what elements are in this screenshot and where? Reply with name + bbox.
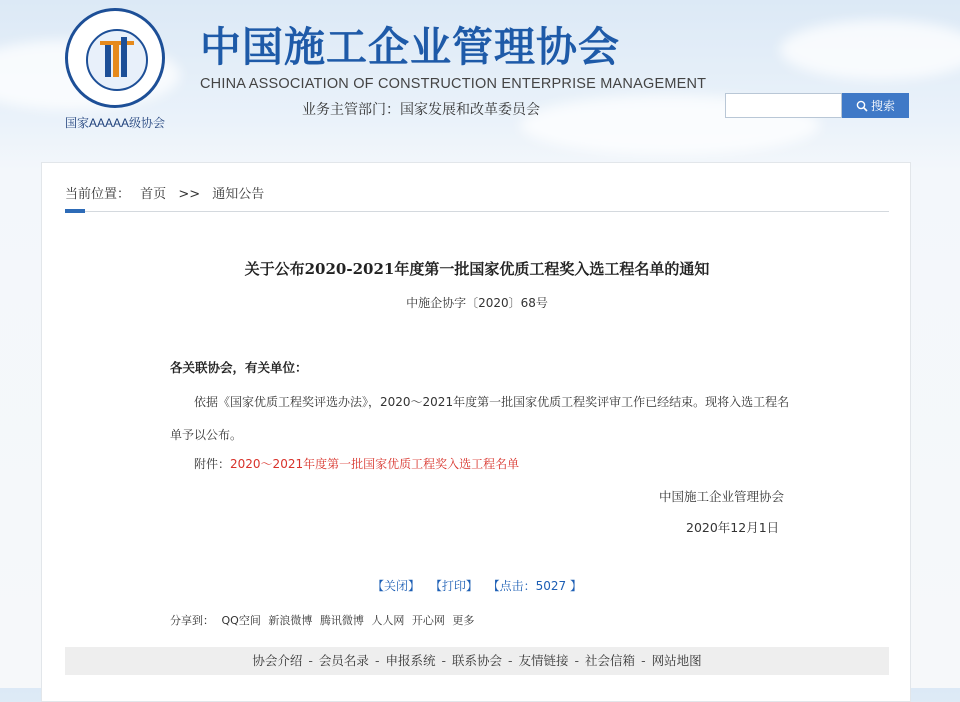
breadcrumb-prefix: 当前位置： bbox=[65, 187, 131, 202]
search-icon bbox=[856, 100, 868, 112]
logo-caption: 国家AAAAA级协会 bbox=[64, 116, 166, 130]
share-qzone-link[interactable]: QQ空间 bbox=[221, 614, 261, 627]
footer-nav: 协会介绍 - 会员名录 - 申报系统 - 联系协会 - 友情链接 - 社会信箱 - 网站地图 bbox=[65, 647, 889, 675]
content-panel bbox=[41, 162, 911, 702]
footer-link-declaration[interactable]: 申报系统 bbox=[385, 653, 436, 668]
attachment-label: 附件： bbox=[194, 457, 231, 471]
attachment-link[interactable]: 2020～2021年度第一批国家优质工程奖入选工程名单 bbox=[230, 457, 520, 471]
click-count: 【点击：5027 】 bbox=[487, 579, 583, 593]
footer-link-mailbox[interactable]: 社会信箱 bbox=[585, 653, 636, 668]
footer-link-about[interactable]: 协会介绍 bbox=[252, 653, 303, 668]
print-link[interactable]: 【打印】 bbox=[429, 579, 478, 593]
share-more-link[interactable]: 更多 bbox=[452, 614, 475, 627]
close-link[interactable]: 【关闭】 bbox=[371, 579, 420, 593]
article-body: 依据《国家优质工程奖评选办法》，2020～2021年度第一批国家优质工程奖评审工作已经结束。现将入选工程名单予以公布。 bbox=[170, 395, 790, 442]
logo-emblem bbox=[86, 29, 148, 91]
article-actions bbox=[42, 577, 912, 594]
org-english-name: CHINA ASSOCIATION OF CONSTRUCTION ENTERPRISE MANAGEMENT bbox=[200, 76, 707, 92]
supervising-department: 业务主管部门：国家发展和改革委员会 bbox=[302, 102, 540, 118]
cloud-decoration bbox=[780, 20, 960, 80]
share-bar bbox=[170, 612, 478, 628]
association-logo[interactable] bbox=[65, 8, 165, 108]
breadcrumb-divider bbox=[65, 211, 889, 212]
share-renren-link[interactable]: 人人网 bbox=[371, 614, 405, 627]
attachment-line bbox=[194, 455, 519, 472]
document-number: 中施企协字〔2020〕68号 bbox=[406, 296, 548, 310]
breadcrumb-accent bbox=[65, 209, 85, 213]
search-input[interactable] bbox=[725, 93, 842, 118]
share-tencent-weibo-link[interactable]: 腾讯微博 bbox=[319, 614, 364, 627]
footer-link-sitemap[interactable]: 网站地图 bbox=[651, 653, 702, 668]
logo-block bbox=[56, 8, 174, 131]
footer-link-contact[interactable]: 联系协会 bbox=[451, 653, 502, 668]
share-label: 分享到： bbox=[170, 614, 214, 627]
breadcrumb-separator: >> bbox=[178, 187, 201, 202]
search-button[interactable] bbox=[842, 93, 909, 118]
share-kaixin-link[interactable]: 开心网 bbox=[411, 614, 445, 627]
salutation: 各关联协会，有关单位： bbox=[170, 360, 308, 375]
footer-link-members[interactable]: 会员名录 bbox=[318, 653, 369, 668]
org-title: 中国施工企业管理协会 bbox=[200, 23, 620, 71]
search-button-label: 搜索 bbox=[870, 99, 895, 113]
breadcrumb-current-link[interactable]: 通知公告 bbox=[212, 187, 265, 202]
breadcrumb-home-link[interactable]: 首页 bbox=[140, 187, 167, 202]
share-weibo-link[interactable]: 新浪微博 bbox=[268, 614, 313, 627]
publish-date: 2020年12月1日 bbox=[686, 520, 780, 535]
footer-link-friends[interactable]: 友情链接 bbox=[518, 653, 569, 668]
breadcrumb bbox=[65, 183, 264, 202]
search-box bbox=[725, 93, 909, 118]
signature: 中国施工企业管理协会 bbox=[659, 489, 785, 504]
article-title: 关于公布2020-2021年度第一批国家优质工程奖入选工程名单的通知 bbox=[244, 260, 710, 278]
